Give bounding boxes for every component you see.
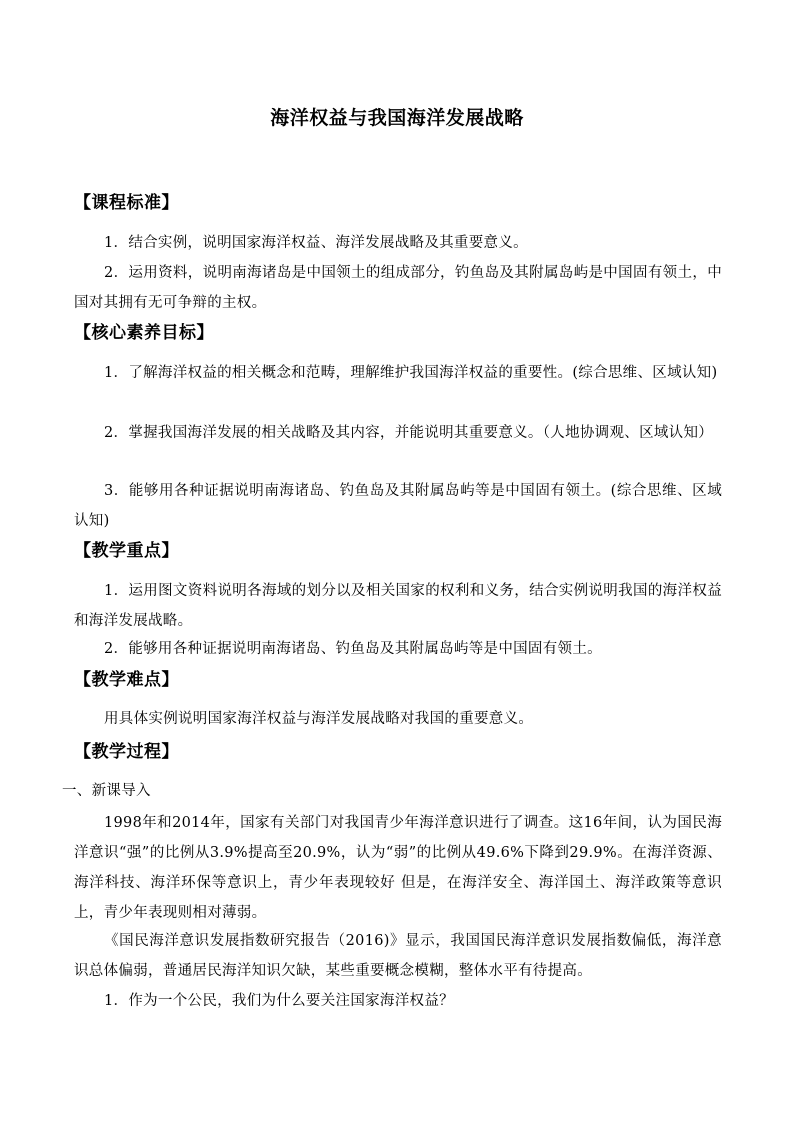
literacy-item-3: 3．能够用各种证据说明南海诸岛、钓鱼岛及其附属岛屿等是中国固有领土。(综合思维、区域认知) xyxy=(74,483,722,529)
heading-course-standards: 【课程标准】 xyxy=(74,193,179,213)
key-points-item-1: 1．运用图文资料说明各海域的划分以及相关国家的权利和义务，结合实例说明我国的海洋权益和海洋发展战略。 xyxy=(74,583,722,629)
key-points-item-2: 2．能够用各种证据说明南海诸岛、钓鱼岛及其附属岛屿等是中国固有领土。 xyxy=(104,641,602,657)
literacy-item-1: 1．了解海洋权益的相关概念和范畴，理解维护我国海洋权益的重要性。(综合思维、区域认知) xyxy=(104,365,718,381)
difficulties-item-1: 用具体实例说明国家海洋权益与海洋发展战略对我国的重要意义。 xyxy=(104,711,534,727)
process-question-1: 1．作为一个公民，我们为什么要关注国家海洋权益？ xyxy=(104,993,454,1009)
heading-teaching-process: 【教学过程】 xyxy=(74,742,179,762)
heading-core-literacy: 【核心素养目标】 xyxy=(74,323,214,343)
process-subheading-intro: 一、新课导入 xyxy=(62,783,151,799)
heading-key-points: 【教学重点】 xyxy=(74,541,179,561)
document-title: 海洋权益与我国海洋发展战略 xyxy=(270,107,524,129)
process-paragraph-1: 1998年和2014年，国家有关部门对我国青少年海洋意识进行了调查。这16年间，认为国民海洋意识“强”的比例从3.9%提高至20.9%，认为“弱”的比例从49.6%下降到29.9%。在海洋资源、海洋科技、海洋环保等意识上，青少年表现较好 但是，在海洋安全、海洋国土、海洋政策等意识上，青少年表现则相对薄弱。 xyxy=(74,815,722,921)
literacy-item-2: 2．掌握我国海洋发展的相关战略及其内容，并能说明其重要意义。（人地协调观、区域认知） xyxy=(104,425,714,441)
process-paragraph-2: 《国民海洋意识发展指数研究报告（2016)》显示，我国国民海洋意识发展指数偏低，海洋意识总体偏弱，普通居民海洋知识欠缺，某些重要概念模糊，整体水平有待提高。 xyxy=(74,933,722,979)
standards-item-2: 2．运用资料，说明南海诸岛是中国领土的组成部分，钓鱼岛及其附属岛屿是中国固有领土，中国对其拥有无可争辩的主权。 xyxy=(74,265,722,311)
heading-difficulties: 【教学难点】 xyxy=(74,670,179,690)
standards-item-1: 1．结合实例，说明国家海洋权益、海洋发展战略及其重要意义。 xyxy=(104,235,528,251)
